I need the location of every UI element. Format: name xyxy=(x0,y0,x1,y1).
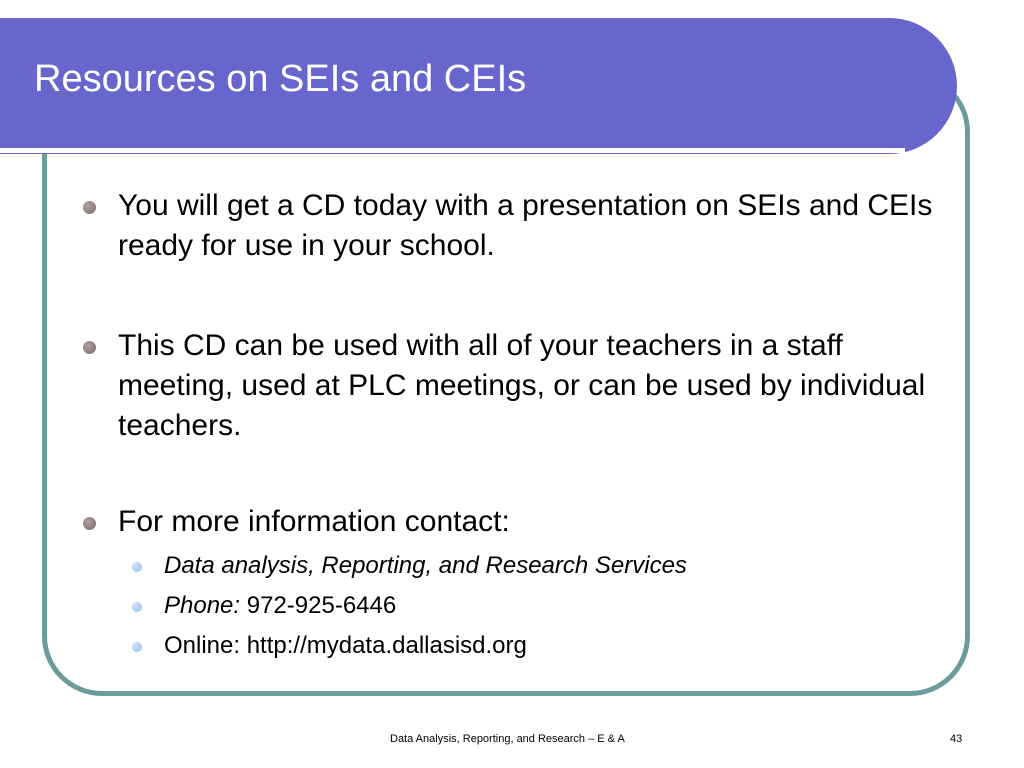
bullet-text: You will get a CD today with a presentation on SEIs and CEIs ready for use in your school. xyxy=(118,189,933,262)
bullet-text: This CD can be used with all of your teachers in a staff meeting, used at PLC meetings, or can be used by individual teachers. xyxy=(118,329,926,442)
phone-label: Phone: xyxy=(164,592,241,619)
bullet-item xyxy=(80,326,950,446)
contact-online-item xyxy=(132,626,950,666)
contact-list xyxy=(80,546,950,666)
contact-phone-item xyxy=(132,586,950,626)
bullet-dot-icon xyxy=(83,341,96,354)
title-underline xyxy=(0,148,905,153)
bullet-item xyxy=(80,502,950,542)
slide-content xyxy=(80,186,950,666)
sub-bullet-dot-icon xyxy=(132,562,142,572)
contact-department: Data analysis, Reporting, and Research Services xyxy=(164,552,687,579)
sub-bullet-dot-icon xyxy=(132,602,142,612)
phone-value: 972-925-6446 xyxy=(240,592,397,619)
contact-online-link[interactable]: Online: http://mydata.dallasisd.org xyxy=(164,632,527,659)
contact-department-item xyxy=(132,546,950,586)
bullet-dot-icon xyxy=(83,201,96,214)
bullet-dot-icon xyxy=(83,517,96,530)
footer-text: Data Analysis, Reporting, and Research – E & A xyxy=(390,733,625,745)
slide-footer xyxy=(0,731,1024,751)
bullet-item xyxy=(80,186,950,266)
bullet-text: For more information contact: xyxy=(118,505,510,538)
sub-bullet-dot-icon xyxy=(132,642,142,652)
slide-title: Resources on SEIs and CEIs xyxy=(34,58,527,100)
page-number: 43 xyxy=(950,733,963,745)
